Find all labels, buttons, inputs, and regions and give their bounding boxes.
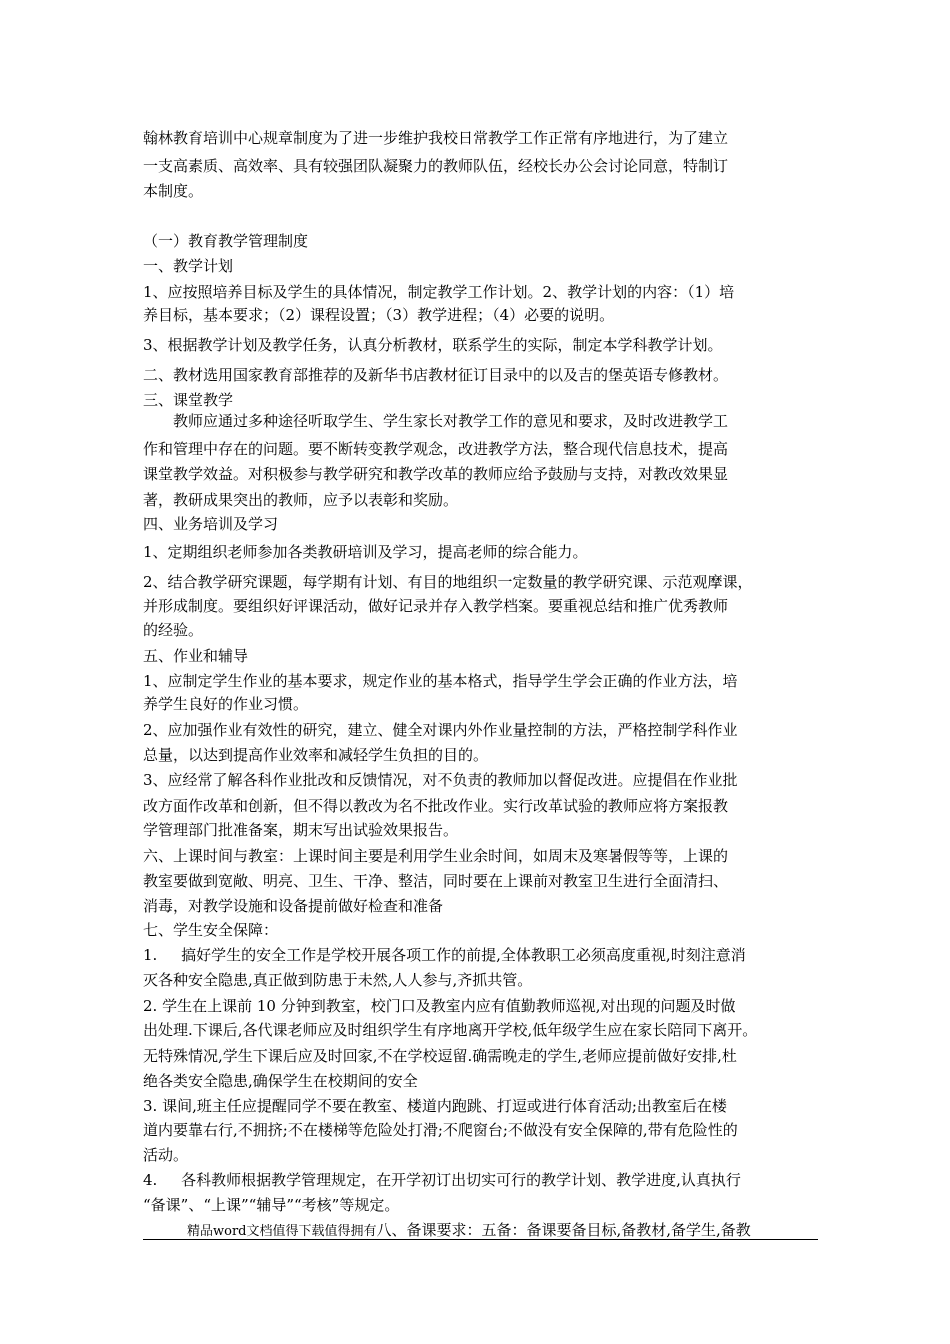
heading-teaching-plan: 一、教学计划: [143, 257, 234, 275]
paragraph-line: 六、上课时间与教室：上课时间主要是利用学生业余时间，如周末及寒暑假等等，上课的: [143, 847, 729, 865]
paragraph-line: 养学生良好的作业习惯。: [143, 695, 309, 713]
paragraph-line: 课堂教学效益。对积极参与教学研究和教学改革的教师应给予鼓励与支持，对教改效果显: [143, 465, 729, 483]
paragraph-line: 2、结合教学研究课题，每学期有计划、有目的地组织一定数量的教学研究课、示范观摩课，: [143, 573, 753, 591]
paragraph-line: 改方面作改革和创新，但不得以教改为名不批改作业。实行改革试验的教师应将方案报教: [143, 797, 729, 815]
intro-line-3: 本制度。: [143, 182, 204, 200]
paragraph-line: 2、应加强作业有效性的研究，建立、健全对课内外作业量控制的方法，严格控制学科作业: [143, 721, 738, 739]
footer-label: 精品word文档值得下载值得拥有: [187, 1224, 377, 1239]
intro-line-2: 一支高素质、高效率、具有较强团队凝聚力的教师队伍，经校长办公会讨论同意，特制订: [143, 157, 729, 175]
paragraph-line: 道内要靠右行,不拥挤;不在楼梯等危险处打滑;不爬窗台;不做没有安全保障的,带有危险性的: [143, 1121, 738, 1139]
footer-text: 八、备课要求：五备：备课要备目标,备教材,备学生,备教: [376, 1221, 751, 1239]
paragraph-line: 教师应通过多种途径听取学生、学生家长对教学工作的意见和要求，及时改进教学工: [173, 412, 729, 430]
paragraph-line: 1. 搞好学生的安全工作是学校开展各项工作的前提,全体教职工必须高度重视,时刻注意消: [143, 946, 746, 964]
paragraph-line: 的经验。: [143, 621, 204, 639]
paragraph-line: 并形成制度。要组织好评课活动，做好记录并存入教学档案。要重视总结和推广优秀教师: [143, 597, 729, 615]
paragraph-line: 4. 各科教师根据教学管理规定，在开学初订出切实可行的教学计划、教学进度,认真执行: [143, 1171, 741, 1189]
paragraph-line: 3. 课间,班主任应提醒同学不要在教室、楼道内跑跳、打逗或进行体育活动;出教室后在楼: [143, 1097, 727, 1115]
intro-line-1: 翰林教育培训中心规章制度为了进一步维护我校日常教学工作正常有序地进行，为了建立: [143, 129, 729, 147]
paragraph-line: 2. 学生在上课前 10 分钟到教室，校门口及教室内应有值勤教师巡视,对出现的问题及时做: [143, 997, 736, 1015]
paragraph-line: 著，教研成果突出的教师，应予以表彰和奖励。: [143, 491, 459, 509]
paragraph-line: 教室要做到宽敞、明亮、卫生、干净、整洁，同时要在上课前对教室卫生进行全面清扫、: [143, 872, 729, 890]
paragraph-line: 灭各种安全隐患,真正做到防患于未然,人人参与,齐抓共管。: [143, 971, 533, 989]
heading-classroom: 三、课堂教学: [143, 391, 234, 409]
section-heading: （一）教育教学管理制度: [143, 232, 309, 250]
paragraph-line: 3、根据教学计划及教学任务，认真分析教材，联系学生的实际，制定本学科教学计划。: [143, 336, 723, 354]
paragraph-line: 作和管理中存在的问题。要不断转变教学观念，改进教学方法，整合现代信息技术，提高: [143, 440, 729, 458]
paragraph-line: 无特殊情况,学生下课后应及时回家,不在学校逗留.确需晚走的学生,老师应提前做好安排,杜: [143, 1047, 737, 1065]
paragraph-line: “备课”、“上课”“辅导”“考核”等规定。: [143, 1196, 400, 1214]
paragraph-line: 1、应按照培养目标及学生的具体情况，制定教学工作计划。2、教学计划的内容：（1）培: [143, 283, 735, 301]
heading-safety: 七、学生安全保障：: [143, 921, 279, 939]
heading-training: 四、业务培训及学习: [143, 515, 279, 533]
paragraph-line: 学管理部门批准备案，期末写出试验效果报告。: [143, 821, 459, 839]
paragraph-line: 总量，以达到提高作业效率和减轻学生负担的目的。: [143, 746, 489, 764]
paragraph-line: 活动。: [143, 1146, 189, 1164]
footer-divider: [143, 1239, 818, 1240]
heading-homework: 五、作业和辅导: [143, 647, 249, 665]
paragraph-line: 1、定期组织老师参加各类教研培训及学习，提高老师的综合能力。: [143, 543, 588, 561]
paragraph-line: 绝各类安全隐患,确保学生在校期间的安全: [143, 1072, 418, 1090]
paragraph-line: 二、教材选用国家教育部推荐的及新华书店教材征订目录中的以及吉的堡英语专修教材。: [143, 366, 729, 384]
paragraph-line: 养目标，基本要求；（2）课程设置；（3）教学进程；（4）必要的说明。: [143, 306, 615, 324]
paragraph-line: 出处理.下课后,各代课老师应及时组织学生有序地离开学校,低年级学生应在家长陪同下离开。: [143, 1021, 758, 1039]
page-footer: [187, 1221, 751, 1241]
paragraph-line: 3、应经常了解各科作业批改和反馈情况，对不负责的教师加以督促改进。应提倡在作业批: [143, 771, 738, 789]
paragraph-line: 消毒，对教学设施和设备提前做好检查和准备: [143, 897, 444, 915]
paragraph-line: 1、应制定学生作业的基本要求，规定作业的基本格式，指导学生学会正确的作业方法，培: [143, 672, 738, 690]
